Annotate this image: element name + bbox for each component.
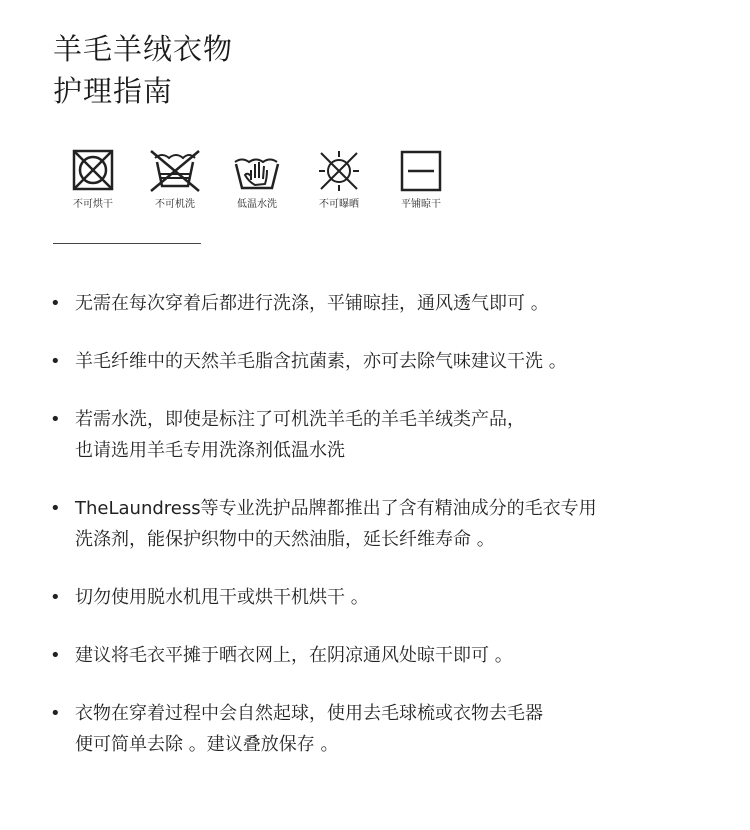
list-item: [50, 404, 740, 466]
care-label: 不可机洗: [155, 199, 195, 210]
no-machine-wash-icon: [145, 148, 205, 194]
title-line-2: 护理指南: [53, 74, 174, 108]
tip-text: 建议将毛衣平摊于晒衣网上，在阴凉通风处晾干即可 。: [75, 645, 513, 666]
care-label: 平铺晾干: [401, 199, 441, 210]
care-tips-list: [50, 288, 740, 787]
page-title: [53, 28, 233, 112]
tip-text-continued: 也请选用羊毛专用洗涤剂低温水洗: [75, 440, 345, 461]
list-item: [50, 346, 740, 377]
care-label: 不可烘干: [73, 199, 113, 210]
care-symbol-hand-wash: [216, 148, 298, 210]
bullet: •: [50, 498, 61, 519]
bullet: •: [50, 293, 61, 314]
tip-text: 若需水洗，即使是标注了可机洗羊毛的羊毛羊绒类产品，: [75, 409, 525, 430]
list-item: [50, 640, 740, 671]
tip-text: 无需在每次穿着后都进行洗涤，平铺晾挂，通风透气即可 。: [75, 293, 549, 314]
list-item: [50, 582, 740, 613]
dry-flat-icon: [391, 148, 451, 194]
tip-text: 切勿使用脱水机甩干或烘干机烘干 。: [75, 587, 369, 608]
tip-text-continued: 洗涤剂，能保护织物中的天然油脂，延长纤维寿命 。: [75, 529, 495, 550]
care-label: 低温水洗: [237, 199, 277, 210]
bullet: •: [50, 645, 61, 666]
care-symbol-dry-flat: [380, 148, 462, 210]
section-divider: [53, 243, 201, 244]
no-sun-dry-icon: [309, 148, 369, 194]
bullet: •: [50, 351, 61, 372]
bullet: •: [50, 409, 61, 430]
tip-text: 衣物在穿着过程中会自然起球，使用去毛球梳或衣物去毛器: [75, 703, 543, 724]
care-symbol-no-tumble-dry: [52, 148, 134, 210]
list-item: [50, 493, 740, 555]
tip-text-continued: 便可简单去除 。建议叠放保存 。: [75, 734, 339, 755]
care-symbol-no-machine-wash: [134, 148, 216, 210]
tip-text: TheLaundress等专业洗护品牌都推出了含有精油成分的毛衣专用: [75, 498, 597, 519]
no-tumble-dry-icon: [63, 148, 123, 194]
care-label: 不可曝晒: [319, 199, 359, 210]
care-symbol-no-sun-dry: [298, 148, 380, 210]
title-line-1: 羊毛羊绒衣物: [53, 32, 234, 66]
list-item: [50, 288, 740, 319]
care-symbols: [52, 148, 462, 210]
list-item: [50, 698, 740, 760]
tip-text: 羊毛纤维中的天然羊毛脂含抗菌素，亦可去除气味建议干洗 。: [75, 351, 567, 372]
bullet: •: [50, 703, 61, 724]
bullet: •: [50, 587, 61, 608]
hand-wash-icon: [227, 148, 287, 194]
